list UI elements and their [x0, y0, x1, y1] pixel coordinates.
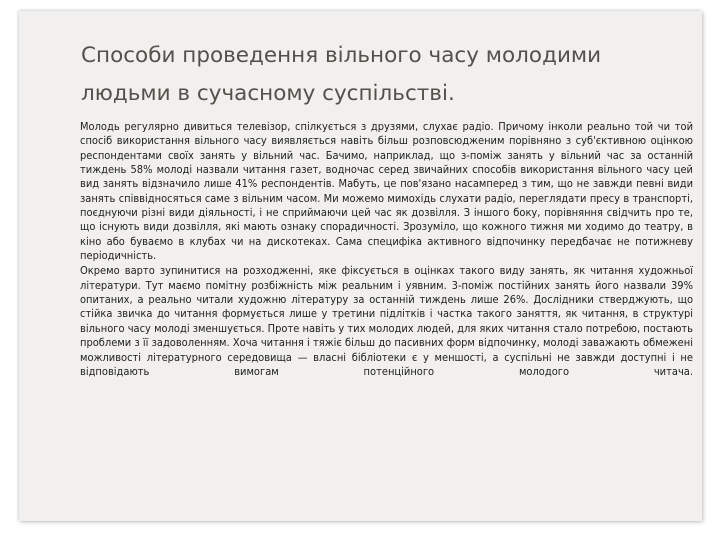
paragraph-2: Окремо варто зупинитися на розходженні, яке фіксується в оцінках такого виду занять, як читання художньої літератури. Тут маємо помітну розбіжність між реальним і уявним. 3-поміж постійних занять його назвали 39% опитаних, а реально читали художню літературу за останній тиждень лише 26%. Дослідники стверджують, що стійка звичка до читання формується лише у третини підлітків і частка такого заняття, як читання, в структурі вільного часу молоді зменшується. Проте навіть у тих молодих людей, для яких читання стало потребою, постають проблеми з її задоволенням. Хоча читання і тяжіє більш до пасивних форм відпочинку, молоді заважають обмежені можливості літературного середовища — власні бібліотеки є у меншості, а суспільні не завжди доступні і не відповідають вимогам потенційного молодого читача. [80, 264, 693, 378]
paragraph-1: Молодь регулярно дивиться телевізор, спілкується з друзями, слухає радіо. Причому інколи реально той чи той спосіб використання вільного часу виявляється навіть більш розповсюдженим порівняно з суб'єктивною оцінкою респондентами своїх занять у вільний час. Бачимо, наприклад, що з-поміж занять у вільний час за останній тиждень 58% молоді назвали читання газет, водночас серед звичайних способів використання вільного часу цей вид занять відзначило лише 41% респондентів. Мабуть, це пов'язано насамперед з тим, що не завжди певні види занять співвідносяться саме з вільним часом. Ми можемо мимохідь слухати радіо, переглядати пресу в транспорті, поєднуючи різні види діяльності, і не сприймаючи цей час як дозвілля. З іншого боку, порівняння свідчить про те, що існують види дозвілля, які мають ознаку спорадичності. Зрозуміло, що кожного тижня ми ходимо до театру, в кіно або буваємо в клубах чи на дискотеках. Сама специфіка активного відпочинку передбачає не потижневу періодичність. [80, 120, 693, 263]
slide-title: Способи проведення вільного часу молодими людьми в сучасному суспільстві. [81, 43, 602, 106]
slide-body [80, 120, 693, 380]
slide [19, 11, 702, 521]
